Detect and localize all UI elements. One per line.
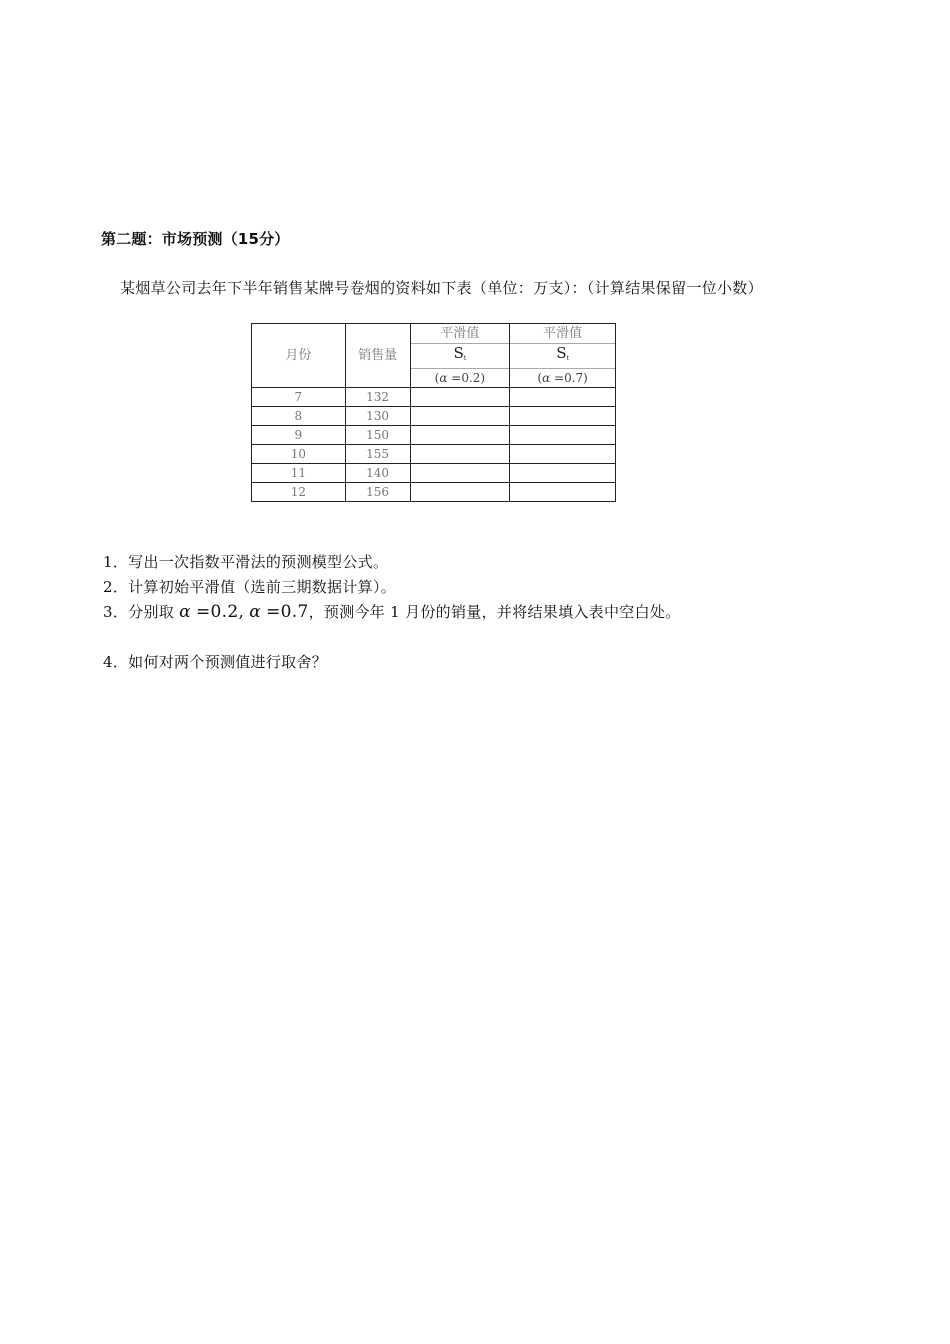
cell-sales: 130: [345, 407, 410, 426]
sales-table: [251, 323, 616, 502]
cell-month: 7: [252, 388, 346, 407]
header-sales: 销售量: [345, 324, 410, 388]
smooth-symbol: $S_t$: [411, 344, 510, 369]
cell-month: 8: [252, 407, 346, 426]
cell-blank: [510, 407, 616, 426]
cell-sales: 132: [345, 388, 410, 407]
cell-blank: [510, 445, 616, 464]
table-row: [252, 407, 616, 426]
cell-month: 10: [252, 445, 346, 464]
cell-blank: [510, 483, 616, 502]
cell-sales: 140: [345, 464, 410, 483]
cell-blank: [410, 388, 510, 407]
cell-month: 9: [252, 426, 346, 445]
cell-sales: 156: [345, 483, 410, 502]
cell-blank: [410, 426, 510, 445]
smooth-alpha: (α =0.7): [537, 371, 588, 385]
question-2: 2．计算初始平滑值（选前三期数据计算）。: [103, 578, 397, 596]
cell-blank: [410, 407, 510, 426]
cell-blank: [510, 388, 616, 407]
header-smooth-0-2: [410, 324, 510, 388]
table-row: [252, 483, 616, 502]
table-row: [252, 388, 616, 407]
cell-sales: 155: [345, 445, 410, 464]
alpha-symbol: α: [179, 602, 191, 622]
question-4: 4．如何对两个预测值进行取舍？: [103, 653, 328, 671]
table-row: [252, 464, 616, 483]
smooth-label: 平滑值: [510, 324, 615, 344]
table-row: [252, 445, 616, 464]
cell-blank: [410, 483, 510, 502]
question-3-prefix: 3．分别取: [103, 603, 175, 621]
smooth-label: 平滑值: [411, 324, 510, 344]
table-header-row: [252, 324, 616, 388]
cell-month: 12: [252, 483, 346, 502]
question-1: 1．写出一次指数平滑法的预测模型公式。: [103, 553, 389, 571]
alpha-value-1: =0.2,: [195, 602, 245, 622]
question-3-suffix: ，预测今年 1 月份的销量，并将结果填入表中空白处。: [308, 603, 681, 621]
intro-text: 某烟草公司去年下半年销售某牌号卷烟的资料如下表（单位：万支）：（计算结果保留一位小数）: [120, 279, 763, 297]
alpha-value-2: =0.7: [266, 602, 309, 622]
question-3: [103, 601, 680, 622]
cell-blank: [410, 464, 510, 483]
cell-blank: [510, 426, 616, 445]
header-smooth-0-7: [510, 324, 616, 388]
cell-blank: [510, 464, 616, 483]
header-month: 月份: [252, 324, 346, 388]
alpha-symbol: α: [249, 602, 262, 622]
table-row: [252, 426, 616, 445]
cell-blank: [410, 445, 510, 464]
smooth-symbol: $S_t$: [510, 344, 615, 369]
smooth-alpha: (α =0.2): [434, 371, 486, 385]
cell-month: 11: [252, 464, 346, 483]
cell-sales: 150: [345, 426, 410, 445]
question-heading: 第二题：市场预测（15分）: [101, 230, 290, 248]
